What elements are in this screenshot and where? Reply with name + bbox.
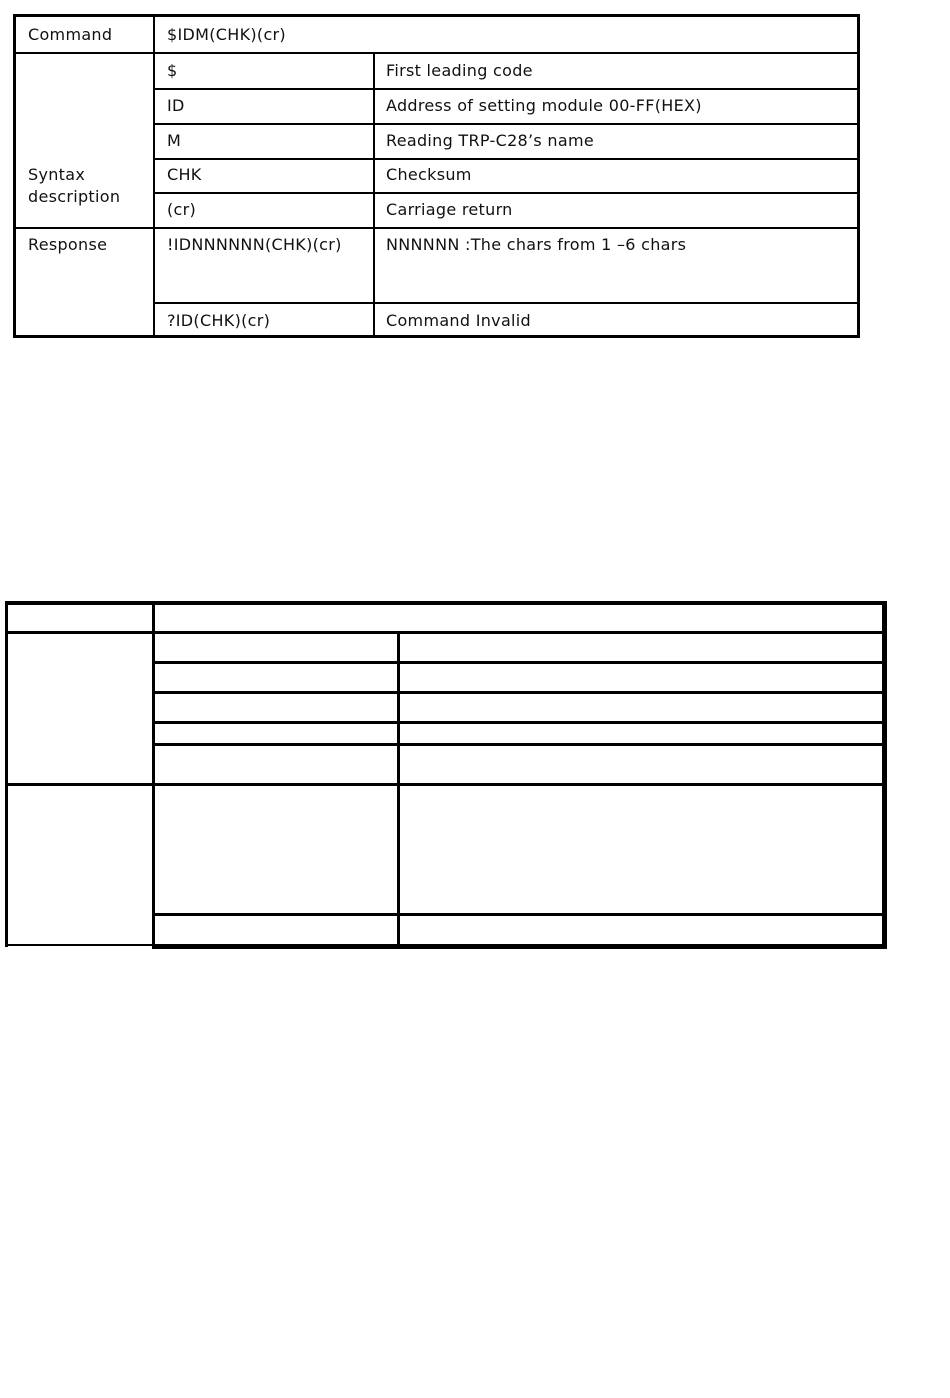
syntax-description: Reading TRP-C28’s name — [386, 131, 595, 150]
syntax-description: First leading code — [386, 61, 533, 80]
syntax-symbol: M — [167, 131, 182, 150]
response-format: ?ID(CHK)(cr) — [167, 311, 271, 330]
syntax-symbol: CHK — [167, 165, 202, 184]
syntax-label-line2: description — [28, 187, 121, 206]
response-label: Response — [28, 235, 108, 254]
command-table — [13, 14, 860, 338]
empty-table — [5, 601, 887, 949]
syntax-symbol: ID — [167, 96, 185, 115]
response-format: !IDNNNNNN(CHK)(cr) — [167, 235, 342, 254]
syntax-description: Address of setting module 00-FF(HEX) — [386, 96, 702, 115]
response-description: NNNNNN :The chars from 1 –6 chars — [386, 235, 687, 254]
syntax-description: Checksum — [386, 165, 472, 184]
syntax-label-line1: Syntax — [28, 165, 86, 184]
command-label: Command — [28, 25, 113, 44]
syntax-symbol: (cr) — [167, 200, 197, 219]
syntax-symbol: $ — [167, 61, 178, 80]
command-value: $IDM(CHK)(cr) — [167, 25, 286, 44]
response-description: Command Invalid — [386, 311, 531, 330]
syntax-description: Carriage return — [386, 200, 513, 219]
